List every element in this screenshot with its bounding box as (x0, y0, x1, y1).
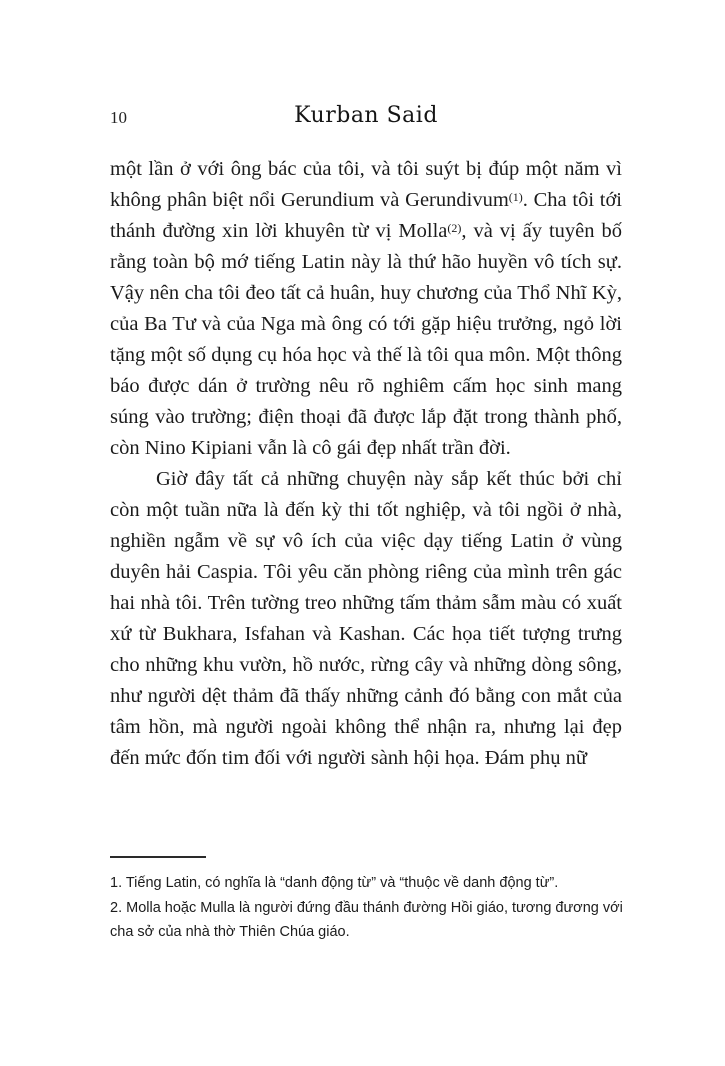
footnote-ref-1: (1) (508, 189, 523, 204)
footnote-1: 1. Tiếng Latin, có nghĩa là “danh động từ” và “thuộc về danh động từ”. (110, 875, 559, 891)
footnote-2: 2. Molla hoặc Mulla là người đứng đầu thánh đường Hồi giáo, tương đương với cha sở của nhà thờ Thiên Chúa giáo. (110, 899, 623, 940)
footnote-divider (110, 856, 206, 858)
paragraph-2: Giờ đây tất cả những chuyện này sắp kết thúc bởi chỉ còn một tuần nữa là đến kỳ thi tốt nghiệp, và tôi ngồi ở nhà, nghiền ngẫm về sự vô ích của việc dạy tiếng Latin ở vùng duyên hải Caspia. Tôi yêu căn phòng riêng của mình trên gác hai nhà tôi. Trên tường treo những tấm thảm sẫm màu có xuất xứ từ Bukhara, Isfahan và Kashan. Các họa tiết tượng trưng cho những khu vườn, hồ nước, rừng cây và những dòng sông, như người dệt thảm đã thấy những cảnh đó bằng con mắt của tâm hồn, mà người ngoài không thể nhận ra, nhưng lại đẹp đến mức đốn tim đối với người sành hội họa. Đám phụ nữ (110, 468, 622, 769)
paragraph-1-text: , và vị ấy tuyên bố rằng toàn bộ mớ tiếng Latin này là thứ hão huyền vô tích sự. Vậy nên cha tôi đeo tất cả huân, huy chương của Thổ Nhĩ Kỳ, của Ba Tư và của Nga mà ông có tới gặp hiệu trưởng, ngỏ lời tặng một số dụng cụ hóa học và thế là tôi qua môn. Một thông báo được dán ở trường nêu rõ nghiêm cấm học sinh mang súng vào trường; điện thoại đã được lắp đặt trong thành phố, còn Nino Kipiani vẫn là cô gái đẹp nhất trần đời. (110, 220, 622, 459)
body-text (110, 154, 622, 774)
page-header (110, 103, 622, 135)
book-title: Kurban Said (294, 103, 438, 128)
paragraph-1-text: một lần ở với ông bác của tôi, và tôi suýt bị đúp một năm vì không phân biệt nổi Gerundium và Gerundivum (110, 158, 622, 211)
page-number: 10 (110, 108, 127, 127)
footnotes-section (110, 856, 625, 945)
paragraph-1 (110, 154, 622, 464)
footnote-ref-2: (2) (447, 220, 462, 235)
paragraph-1-text: . Cha tôi tới thánh đường xin lời khuyên từ vị Molla (110, 189, 622, 242)
